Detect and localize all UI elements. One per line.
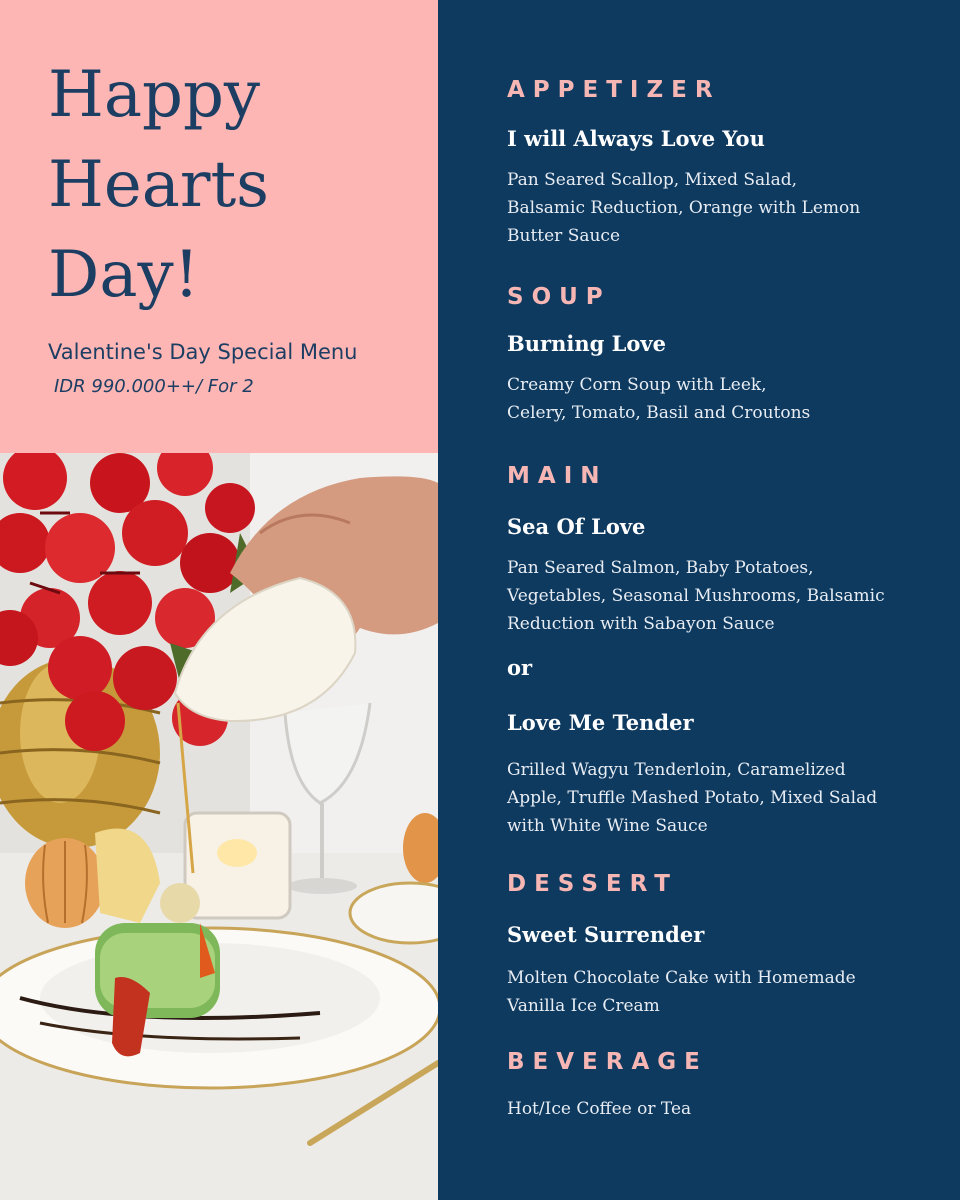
soup-heading: SOUP: [507, 284, 611, 310]
dessert-dish-name: Sweet Surrender: [507, 922, 705, 947]
page-title: [48, 50, 269, 320]
desc-line: Reduction with Sabayon Sauce: [507, 614, 775, 634]
main-dish-1-description: [507, 554, 947, 638]
main-dish-1-name: Sea Of Love: [507, 514, 646, 539]
appetizer-description: [507, 166, 947, 250]
candle-holder: [185, 813, 290, 918]
desc-line: with White Wine Sauce: [507, 816, 708, 836]
title-line: Day!: [48, 238, 200, 312]
desc-line: Vegetables, Seasonal Mushrooms, Balsamic: [507, 586, 885, 606]
dessert-description: [507, 964, 947, 1020]
appetizer-heading: APPETIZER: [507, 77, 721, 103]
desc-line: Vanilla Ice Cream: [507, 996, 660, 1016]
main-or-separator: or: [507, 655, 533, 680]
desc-line: Pan Seared Salmon, Baby Potatoes,: [507, 558, 814, 578]
main-heading: MAIN: [507, 463, 608, 489]
desc-line: Balsamic Reduction, Orange with Lemon: [507, 198, 861, 218]
food-photo: [0, 453, 438, 1200]
soup-dish-name: Burning Love: [507, 331, 666, 356]
menu-subtitle: Valentine's Day Special Menu: [48, 340, 358, 364]
desc-line: Butter Sauce: [507, 226, 621, 246]
menu-price: IDR 990.000++/ For 2: [54, 376, 254, 397]
desc-line: Celery, Tomato, Basil and Croutons: [507, 403, 811, 423]
dessert-heading: DESSERT: [507, 871, 678, 897]
desc-line: Molten Chocolate Cake with Homemade: [507, 968, 856, 988]
title-line: Hearts: [48, 148, 269, 222]
menu-panel: [438, 0, 960, 1200]
beverage-heading: BEVERAGE: [507, 1049, 708, 1075]
desc-line: Creamy Corn Soup with Leek,: [507, 375, 767, 395]
main-dish-2-name: Love Me Tender: [507, 710, 694, 735]
left-panel: [0, 0, 438, 1200]
soup-description: [507, 371, 947, 427]
title-block: [0, 0, 438, 453]
desc-line: Pan Seared Scallop, Mixed Salad,: [507, 170, 797, 190]
main-dish-2-description: [507, 756, 947, 840]
desc-line: Grilled Wagyu Tenderloin, Caramelized: [507, 760, 846, 780]
title-line: Happy: [48, 58, 261, 132]
appetizer-dish-name: I will Always Love You: [507, 126, 765, 151]
beverage-description: Hot/Ice Coffee or Tea: [507, 1099, 692, 1119]
desc-line: Apple, Truffle Mashed Potato, Mixed Salad: [507, 788, 878, 808]
